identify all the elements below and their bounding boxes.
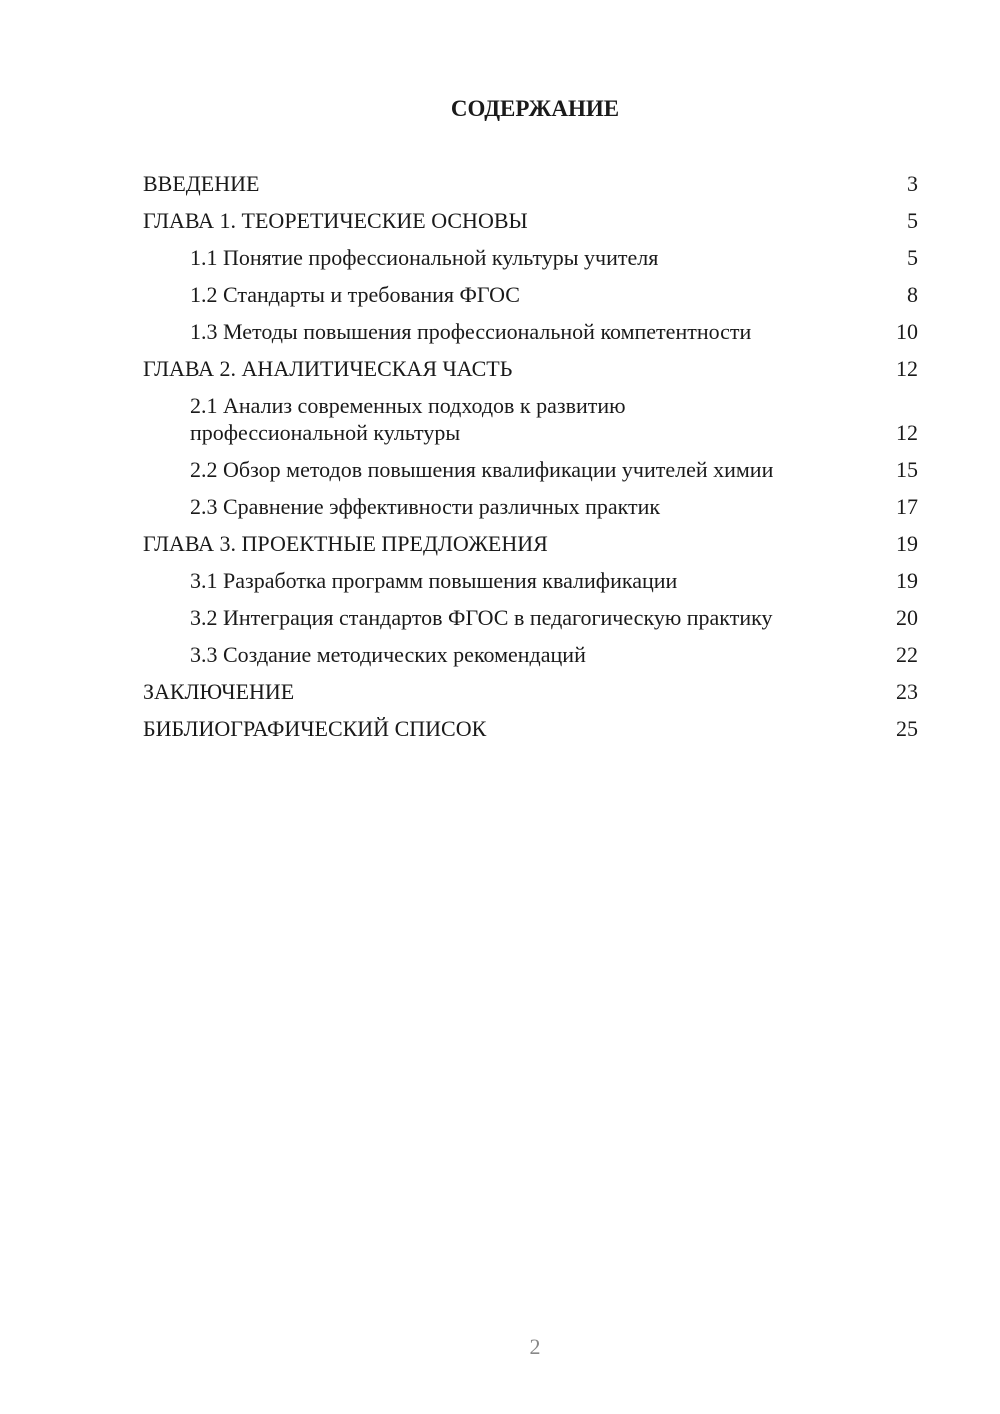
toc-entry-page: 8	[907, 282, 918, 307]
toc-entry-page: 23	[896, 679, 918, 704]
toc-entry-page: 12	[896, 356, 918, 381]
toc-entry-label: 1.2 Стандарты и требования ФГОС	[190, 282, 520, 307]
toc-entry[interactable]	[143, 715, 918, 742]
toc-entry-page: 10	[896, 319, 918, 344]
toc-entry-label: ГЛАВА 2. АНАЛИТИЧЕСКАЯ ЧАСТЬ	[143, 356, 513, 381]
toc-entry-page: 19	[896, 568, 918, 593]
toc-entry-page: 22	[896, 642, 918, 667]
table-of-contents	[143, 170, 918, 752]
toc-entry[interactable]	[143, 207, 918, 234]
toc-entry-label: ГЛАВА 1. ТЕОРЕТИЧЕСКИЕ ОСНОВЫ	[143, 208, 528, 233]
toc-entry[interactable]	[143, 318, 918, 345]
toc-entry-page: 15	[896, 457, 918, 482]
toc-entry-label: 2.3 Сравнение эффективности различных практик	[190, 494, 661, 519]
toc-entry[interactable]	[143, 567, 918, 594]
toc-entry-label: БИБЛИОГРАФИЧЕСКИЙ СПИСОК	[143, 716, 487, 741]
toc-entry-page: 25	[896, 716, 918, 741]
toc-entry-label: 2.1 Анализ современных подходов к развитию профессиональной культуры	[190, 393, 626, 445]
toc-entry-label: 3.1 Разработка программ повышения квалификации	[190, 568, 678, 593]
page-number: 2	[529, 1334, 541, 1359]
toc-entry[interactable]	[143, 530, 918, 557]
toc-entry-page: 5	[907, 245, 918, 270]
toc-entry[interactable]	[143, 244, 918, 271]
toc-entry[interactable]	[143, 281, 918, 308]
toc-entry-label: 1.3 Методы повышения профессиональной компетентности	[190, 319, 752, 344]
toc-entry[interactable]	[143, 355, 918, 382]
toc-entry[interactable]	[143, 641, 918, 668]
toc-entry-page: 5	[907, 208, 918, 233]
toc-entry[interactable]	[143, 170, 918, 197]
toc-entry[interactable]	[143, 392, 918, 446]
toc-entry-label: ЗАКЛЮЧЕНИЕ	[143, 679, 295, 704]
toc-entry-page: 20	[896, 605, 918, 630]
toc-entry-label: 3.2 Интеграция стандартов ФГОС в педагогическую практику	[190, 605, 773, 630]
toc-entry-label: ГЛАВА 3. ПРОЕКТНЫЕ ПРЕДЛОЖЕНИЯ	[143, 531, 548, 556]
toc-entry-label: 2.2 Обзор методов повышения квалификации учителей химии	[190, 457, 774, 482]
toc-entry-label: 3.3 Создание методических рекомендаций	[190, 642, 586, 667]
toc-entry-page: 3	[907, 171, 918, 196]
toc-entry-label: 1.1 Понятие профессиональной культуры учителя	[190, 245, 659, 270]
toc-entry-page: 17	[896, 494, 918, 519]
toc-entry[interactable]	[143, 456, 918, 483]
toc-title: СОДЕРЖАНИЕ	[450, 96, 620, 121]
toc-entry[interactable]	[143, 493, 918, 520]
toc-entry-page: 12	[896, 420, 918, 445]
toc-entry-page: 19	[896, 531, 918, 556]
toc-entry[interactable]	[143, 604, 918, 631]
toc-entry[interactable]	[143, 678, 918, 705]
toc-entry-label: ВВЕДЕНИЕ	[143, 171, 260, 196]
